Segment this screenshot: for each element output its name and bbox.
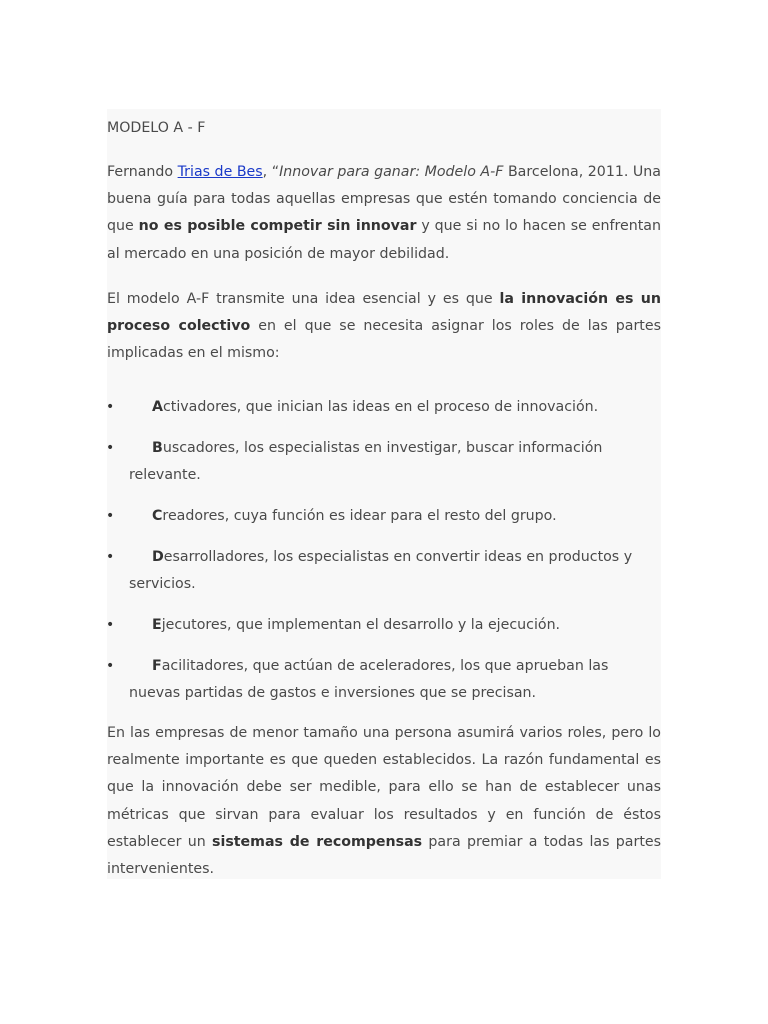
list-item-text xyxy=(129,544,661,598)
list-item xyxy=(107,612,661,639)
book-title: Innovar para ganar: Modelo A-F xyxy=(279,164,504,180)
list-item-text xyxy=(129,653,661,707)
role-initial: B xyxy=(152,440,163,456)
role-initial: F xyxy=(152,658,162,674)
author-link[interactable]: Trias de Bes xyxy=(177,164,263,180)
model-paragraph xyxy=(107,286,661,368)
list-item-text xyxy=(129,435,661,489)
list-item xyxy=(107,544,661,598)
bullet-icon: • xyxy=(106,549,115,565)
list-item xyxy=(107,653,661,707)
model-text-2: en el que se necesita asignar los roles de las partes implicadas en el mismo: xyxy=(107,318,661,362)
bullet-icon: • xyxy=(106,440,115,456)
document-body xyxy=(107,109,661,879)
role-description: ctivadores, que inician las ideas en el proceso de innovación. xyxy=(162,399,599,415)
role-initial: A xyxy=(152,399,163,415)
role-description: jecutores, que implementan el desarrollo y la ejecución. xyxy=(161,617,561,633)
role-initial: D xyxy=(152,549,164,565)
bullet-icon: • xyxy=(106,399,115,415)
role-initial: C xyxy=(152,508,163,524)
list-item-text xyxy=(129,394,661,421)
closing-paragraph xyxy=(107,720,661,883)
role-description: esarrolladores, los especialistas en convertir ideas en productos y servicios. xyxy=(129,549,633,593)
intro-text-2: , “ xyxy=(262,164,280,180)
closing-text-2: para premiar a todas las partes intervenientes. xyxy=(107,833,661,878)
intro-text-3: Barcelona, 2011. Una buena guía para todas aquellas empresas que estén tomando conciencia de que xyxy=(107,164,661,235)
list-item xyxy=(107,435,661,489)
role-description: readores, cuya función es idear para el resto del grupo. xyxy=(162,508,557,524)
role-initial: E xyxy=(152,617,162,633)
list-item xyxy=(107,394,661,421)
bullet-icon: • xyxy=(106,508,115,524)
list-item-text xyxy=(129,503,661,530)
closing-bold-phrase: sistemas de recompensas xyxy=(212,833,423,850)
intro-paragraph xyxy=(107,159,661,268)
closing-text-1: En las empresas de menor tamaño una persona asumirá varios roles, pero lo realmente importante es que queden establecidos. La razón fundamental es que la innovación debe ser medible, para ello se han de establecer unas métricas que sirvan para evaluar los resultados y en función de éstos establecer un xyxy=(107,725,661,850)
bullet-icon: • xyxy=(106,658,115,674)
role-description: uscadores, los especialistas en investigar, buscar información relevante. xyxy=(129,440,603,484)
model-text-1: El modelo A-F transmite una idea esencial y es que xyxy=(107,291,500,307)
document-heading: MODELO A - F xyxy=(107,120,206,136)
intro-text-1: Fernando xyxy=(107,164,178,180)
intro-bold-phrase: no es posible competir sin innovar xyxy=(138,218,417,235)
bullet-icon: • xyxy=(106,617,115,633)
model-bold-phrase: la innovación es un proceso colectivo xyxy=(107,291,661,335)
intro-text-4: y que si no lo hacen se enfrentan al mercado en una posición de mayor debilidad. xyxy=(107,218,661,262)
list-item-text xyxy=(129,612,661,639)
role-description: acilitadores, que actúan de aceleradores, los que aprueban las nuevas partidas de gastos e inversiones que se precisan. xyxy=(129,658,609,702)
list-item xyxy=(107,503,661,530)
